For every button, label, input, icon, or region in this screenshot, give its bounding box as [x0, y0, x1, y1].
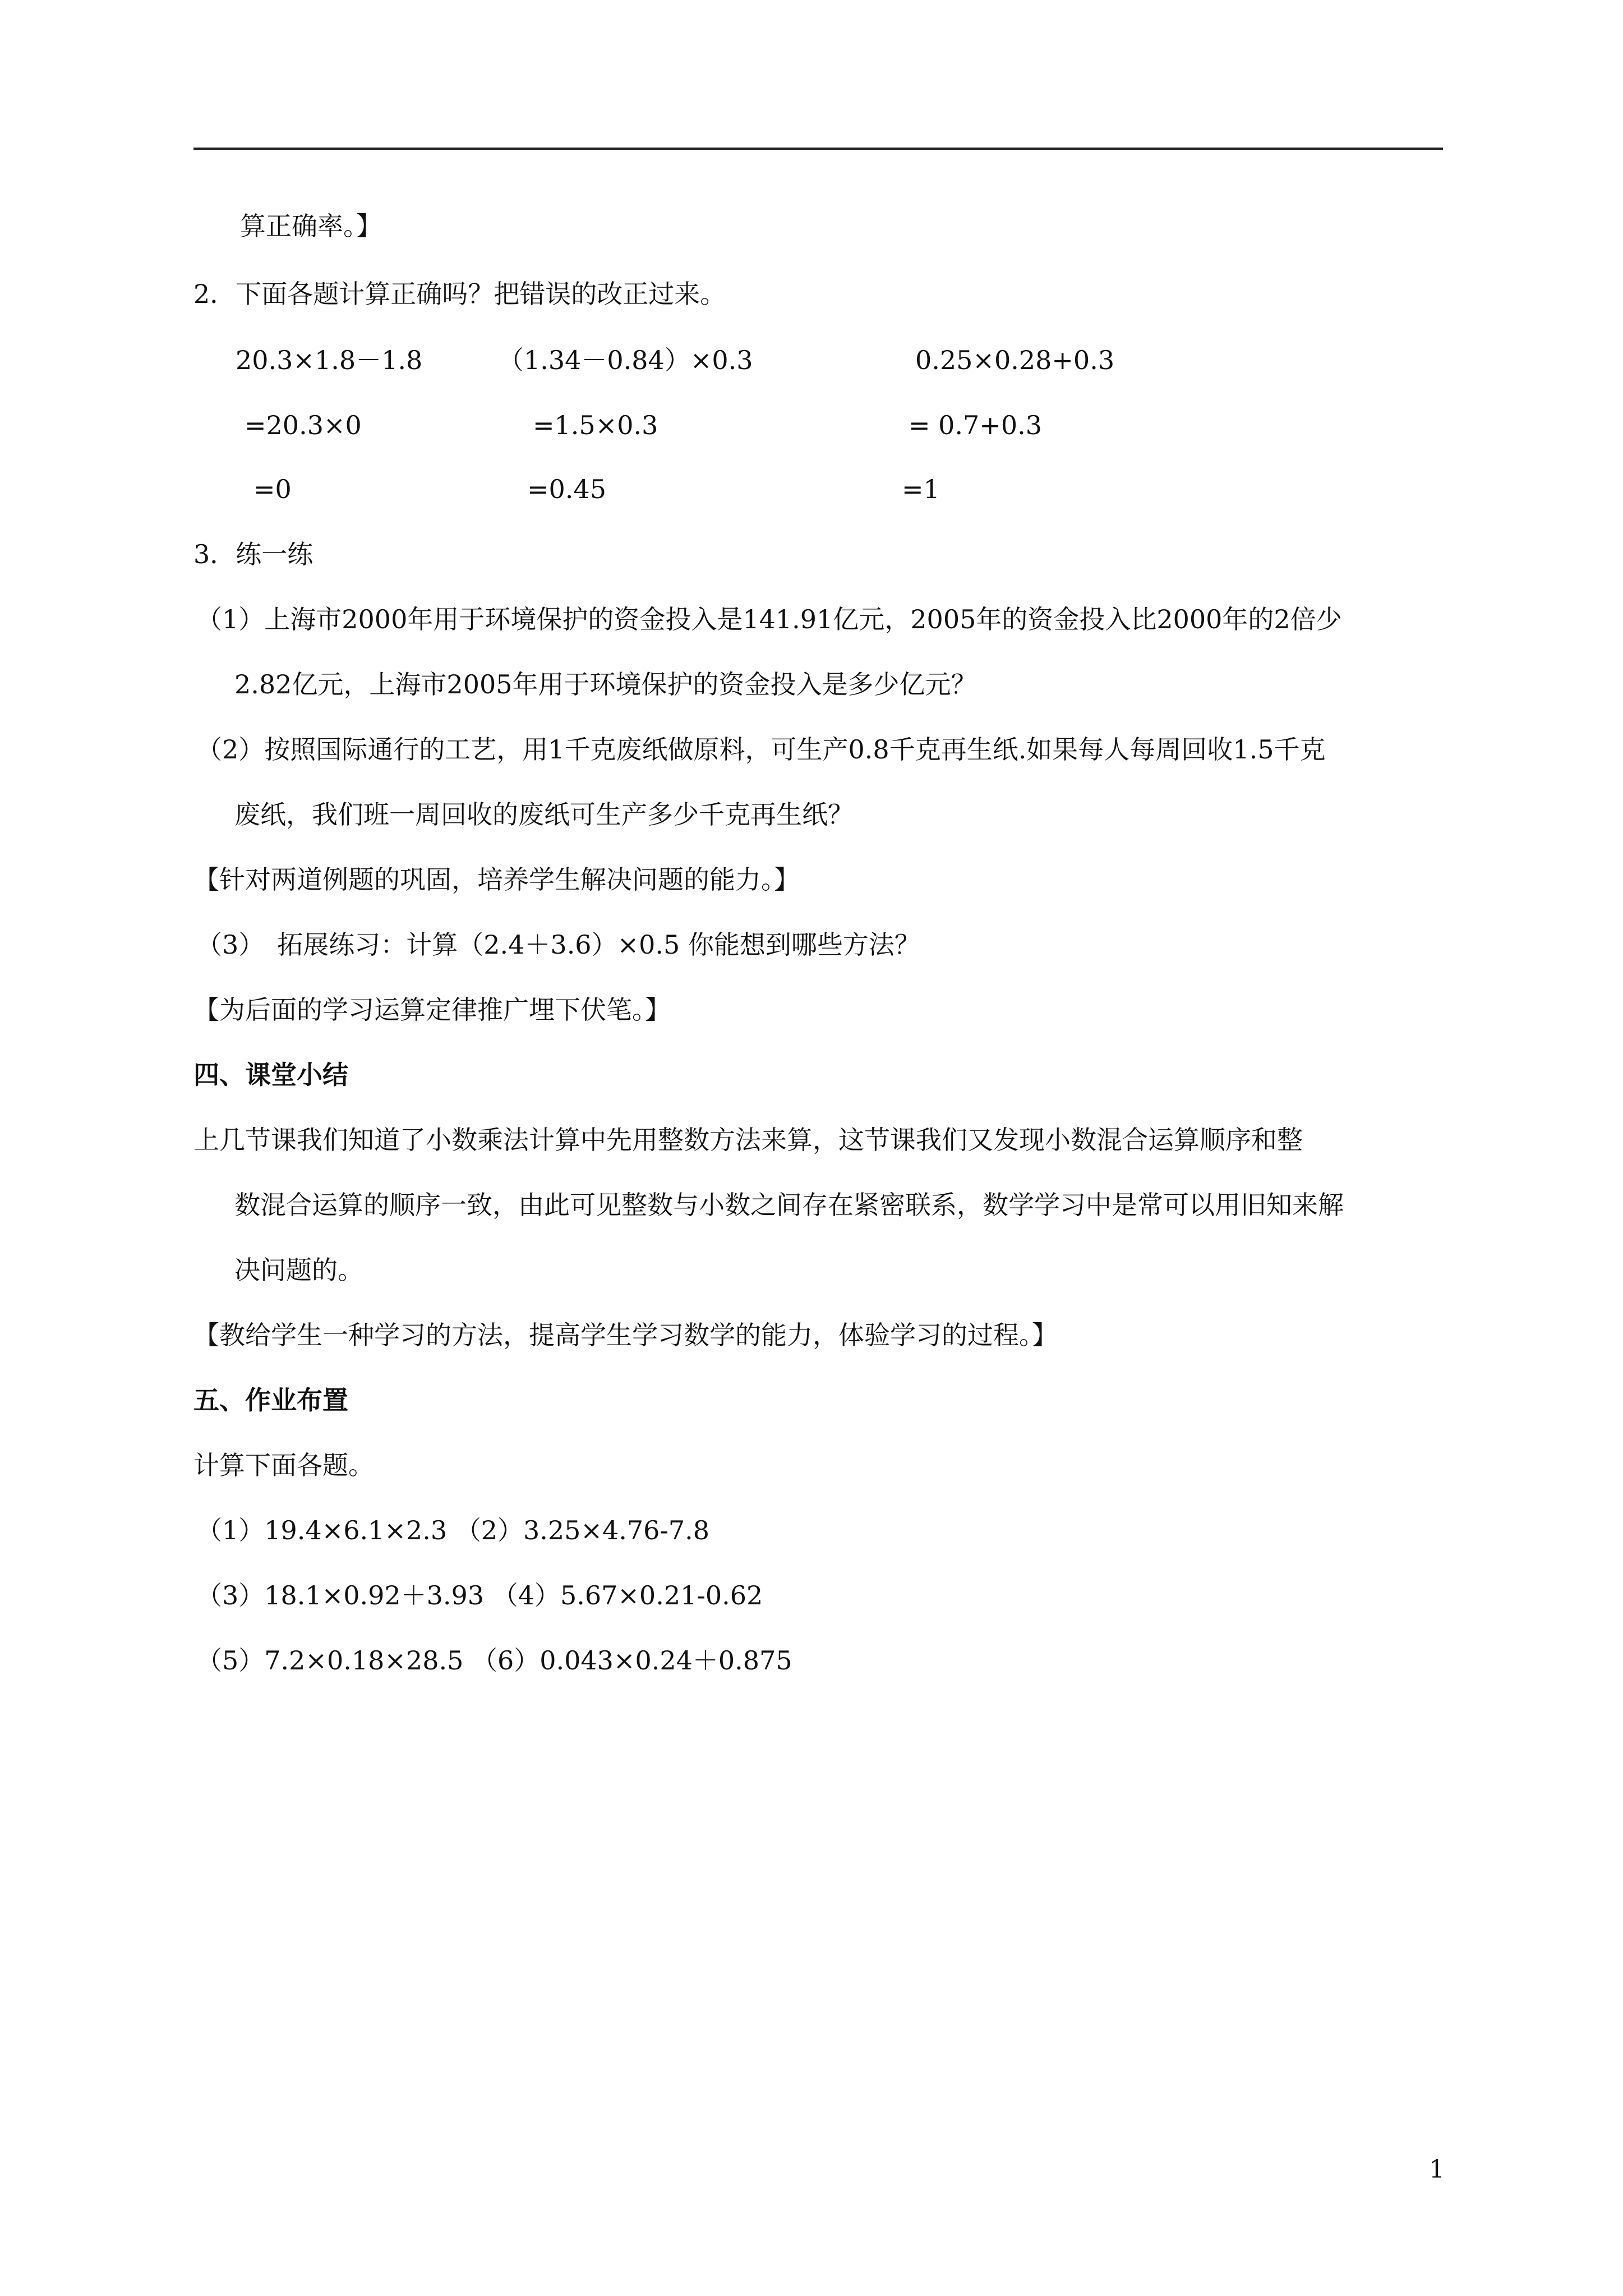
equation-b-line1: （1.34－0.84）×0.3: [498, 345, 753, 375]
section-4-heading: 四、课堂小结: [193, 1060, 348, 1090]
summary-line-1: 上几节课我们知道了小数乘法计算中先用整数方法来算，这节课我们又发现小数混合运算顺序和整: [193, 1125, 1303, 1155]
header-rule: [193, 148, 1443, 150]
equation-c-line3: =1: [902, 474, 940, 504]
teaching-note-2: 【为后面的学习运算定律推广埋下伏笔。】: [193, 995, 671, 1025]
question-2-title: 2．下面各题计算正确吗？把错误的改正过来。: [193, 279, 726, 309]
homework-line-2: （3）18.1×0.92＋3.93 （4）5.67×0.21-0.62: [196, 1580, 763, 1611]
equation-b-line2: =1.5×0.3: [533, 410, 658, 440]
homework-line-1: （1）19.4×6.1×2.3 （2）3.25×4.76-7.8: [196, 1515, 710, 1545]
question-3-3: （3） 拓展练习：计算（2.4＋3.6）×0.5 你能想到哪些方法？: [196, 930, 920, 960]
question-3-title: 3．练一练: [193, 539, 313, 569]
page-number: 1: [1429, 2155, 1445, 2184]
equation-a-line2: =20.3×0: [245, 410, 362, 440]
question-3-1-line2: 2.82亿元，上海市2005年用于环境保护的资金投入是多少亿元？: [234, 669, 977, 700]
equation-a-line3: =0: [253, 474, 292, 504]
equation-b-line3: =0.45: [527, 474, 606, 504]
homework-intro: 计算下面各题。: [193, 1450, 374, 1480]
text-line: 算正确率。】: [240, 211, 382, 241]
summary-line-3: 决问题的。: [234, 1255, 363, 1285]
teaching-note-1: 【针对两道例题的巩固，培养学生解决问题的能力。】: [193, 864, 800, 895]
question-3-2-line1: （2）按照国际通行的工艺，用1千克废纸做原料，可生产0.8千克再生纸.如果每人每周回收1.5千克: [196, 734, 1326, 765]
equation-a-line1: 20.3×1.8－1.8: [236, 345, 423, 375]
teaching-note-3: 【教给学生一种学习的方法，提高学生学习数学的能力，体验学习的过程。】: [193, 1320, 1058, 1350]
equation-c-line2: = 0.7+0.3: [909, 410, 1043, 440]
homework-line-3: （5）7.2×0.18×28.5 （6）0.043×0.24＋0.875: [196, 1645, 792, 1676]
section-5-heading: 五、作业布置: [193, 1385, 348, 1415]
summary-line-2: 数混合运算的顺序一致，由此可见整数与小数之间存在紧密联系，数学学习中是常可以用旧知来解: [234, 1190, 1344, 1220]
question-3-1-line1: （1）上海市2000年用于环境保护的资金投入是141.91亿元，2005年的资金投入比2000年的2倍少: [196, 604, 1342, 634]
equation-c-line1: 0.25×0.28+0.3: [915, 345, 1115, 375]
question-3-2-line2: 废纸，我们班一周回收的废纸可生产多少千克再生纸？: [234, 799, 854, 830]
